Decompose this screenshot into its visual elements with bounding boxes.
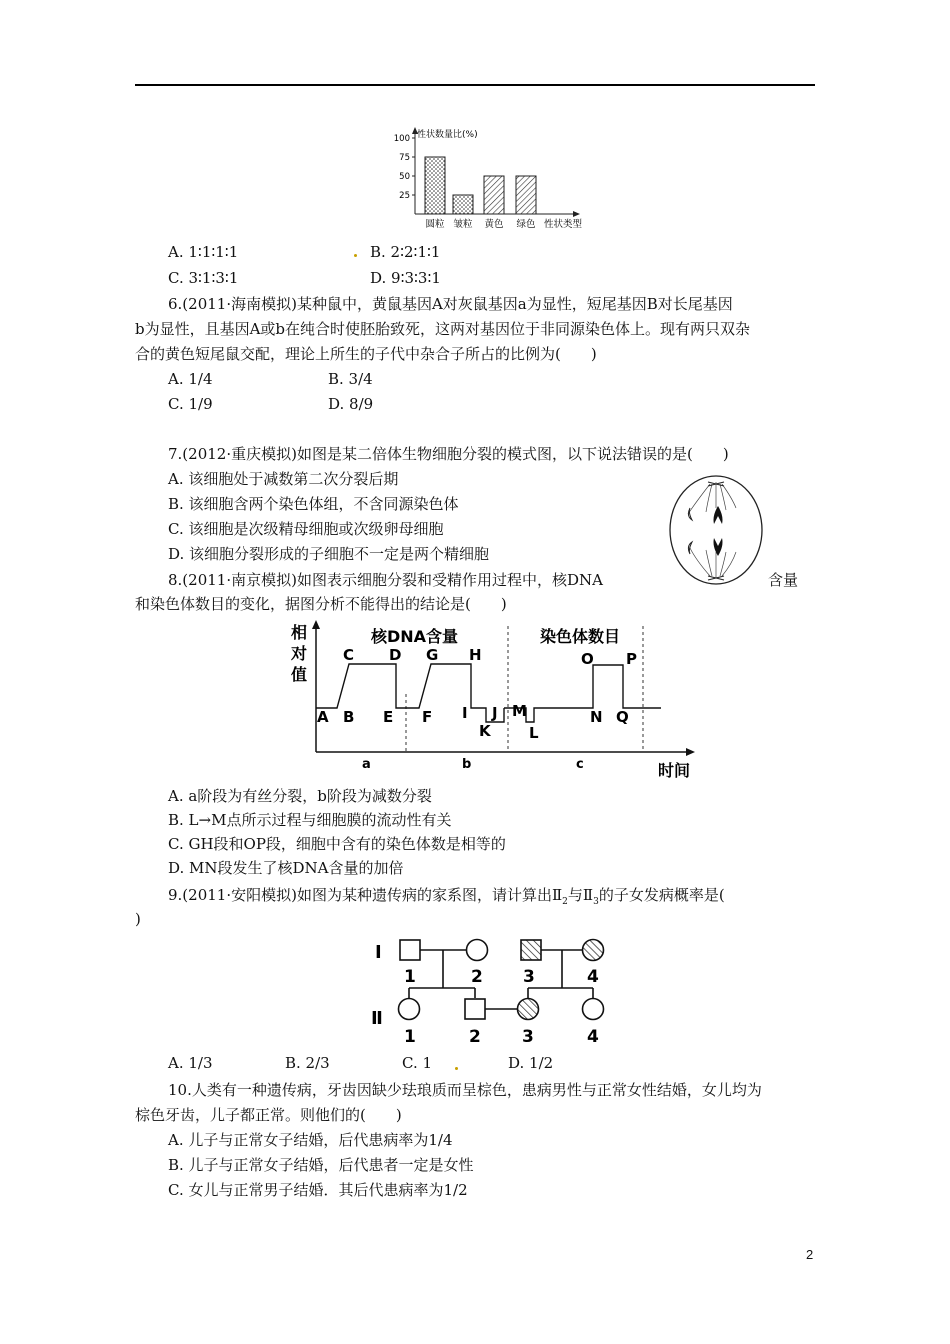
point-label-B: B: [343, 708, 355, 726]
header-rule: [135, 84, 815, 86]
point-label-L: L: [529, 724, 539, 742]
category-label: 圆粒: [425, 219, 445, 230]
point-label-J: J: [492, 704, 498, 722]
svg-text:对: 对: [291, 644, 308, 663]
q10-stem-line-2: 棕色牙齿，儿子都正常。则他们的( ): [135, 1106, 402, 1124]
generation-label-2: Ⅱ: [371, 1008, 383, 1029]
x-axis-label: 时间: [658, 761, 691, 780]
ii3-female-affected: [518, 999, 539, 1020]
upper-chromosomes: [688, 506, 722, 524]
q5-option-c[interactable]: C. 3∶1∶3∶1: [168, 269, 239, 287]
q10-stem-line-1: 10.人类有一种遗传病，牙齿因缺少珐琅质而呈棕色，患病男性与正常女性结婚，女儿均为: [168, 1081, 762, 1099]
lower-chromosomes: [688, 538, 722, 556]
q8-option-b[interactable]: B. L→M点所示过程与细胞膜的流动性有关: [168, 811, 452, 829]
point-label-O: O: [581, 650, 594, 668]
q8-stem-line-1-tail: 含量: [768, 571, 799, 589]
y-tick-label: 100: [393, 134, 410, 144]
point-label-E: E: [383, 708, 394, 726]
i4-female-affected: [583, 940, 604, 961]
i2-female-normal: [467, 940, 488, 961]
ii1-female-normal: [399, 999, 420, 1020]
q8-stem-line-1: 8.(2011·南京模拟)如图表示细胞分裂和受精作用过程中，核DNA: [168, 571, 603, 589]
q9-option-c[interactable]: C. 1: [402, 1054, 433, 1072]
q7-option-a[interactable]: A. 该细胞处于减数第二次分裂后期: [168, 470, 399, 488]
q5-option-b[interactable]: B. 2∶2∶1∶1: [370, 243, 441, 261]
q10-option-b[interactable]: B. 儿子与正常女子结婚，后代患者一定是女性: [168, 1156, 474, 1174]
q10-option-a[interactable]: A. 儿子与正常女子结婚，后代患病率为1/4: [168, 1131, 453, 1149]
y-axis-label: 性状数量比(%): [417, 130, 478, 140]
bar-绿色: [516, 176, 536, 214]
q7-option-b[interactable]: B. 该细胞含两个染色体组，不含同源染色体: [168, 495, 459, 513]
stage-label-b: b: [462, 757, 472, 772]
bar-黄色: [484, 176, 504, 214]
stray-dot: [455, 1067, 458, 1070]
category-label: 皱粒: [453, 219, 473, 230]
point-label-D: D: [389, 646, 402, 664]
q9-stem-line-2: ): [135, 910, 141, 928]
q7-stem: 7.(2012·重庆模拟)如图是某二倍体生物细胞分裂的模式图，以下说法错误的是( ): [168, 445, 729, 463]
point-label-C: C: [343, 646, 355, 664]
y-axis-arrow: [312, 620, 320, 629]
y-tick-label: 75: [399, 153, 410, 163]
point-label-N: N: [590, 708, 603, 726]
ii2-male-normal: [465, 999, 485, 1019]
chromosome-number-curve: [504, 665, 661, 722]
point-label-G: G: [426, 646, 439, 664]
q6-option-b[interactable]: B. 3/4: [328, 370, 373, 388]
ii4-label: 4: [587, 1027, 599, 1047]
x-axis-label: 性状类型: [544, 219, 583, 230]
section-label-dna: 核DNA含量: [371, 627, 459, 646]
x-axis-arrow: [686, 748, 695, 756]
i3-male-affected: [521, 940, 541, 960]
stage-label-c: c: [576, 757, 584, 772]
q6-option-c[interactable]: C. 1/9: [168, 395, 213, 413]
trait-ratio-bar-chart: [365, 126, 595, 234]
spindle-fibers: [688, 482, 736, 578]
q6-option-d[interactable]: D. 8/9: [328, 395, 374, 413]
y-tick-label: 25: [399, 191, 410, 201]
stray-dot: [354, 254, 357, 257]
q5-option-a[interactable]: A. 1∶1∶1∶1: [168, 243, 239, 261]
q6-option-a[interactable]: A. 1/4: [168, 370, 213, 388]
i3-label: 3: [523, 967, 535, 987]
point-label-H: H: [469, 646, 482, 664]
category-label: 绿色: [516, 219, 536, 230]
category-label: 黄色: [484, 219, 504, 230]
q6-stem-line-3: 合的黄色短尾鼠交配，理论上所生的子代中杂合子所占的比例为( ): [135, 345, 597, 363]
q5-option-d[interactable]: D. 9∶3∶3∶1: [370, 269, 441, 287]
point-label-M: M: [512, 702, 527, 720]
q8-option-d[interactable]: D. MN段发生了核DNA含量的加倍: [168, 859, 404, 877]
ii2-label: 2: [469, 1027, 481, 1047]
i2-label: 2: [471, 967, 483, 987]
point-label-F: F: [422, 708, 433, 726]
point-label-K: K: [479, 722, 491, 740]
y-axis-label: [290, 623, 307, 684]
q7-option-d[interactable]: D. 该细胞分裂形成的子细胞不一定是两个精细胞: [168, 545, 490, 563]
stage-label-a: a: [362, 757, 371, 772]
pedigree-chart: [365, 928, 625, 1050]
dna-chromosome-graph: [285, 616, 705, 784]
q6-stem-line-2: b为显性，且基因A或b在纯合时使胚胎致死，这两对基因位于非同源染色体上。现有两只双杂: [135, 320, 751, 338]
svg-text:值: 值: [291, 665, 308, 684]
y-tick-label: 50: [399, 172, 410, 182]
q9-option-d[interactable]: D. 1/2: [508, 1054, 554, 1072]
q9-option-b[interactable]: B. 2/3: [285, 1054, 330, 1072]
point-label-Q: Q: [616, 708, 629, 726]
ii1-label: 1: [404, 1027, 416, 1047]
q10-option-c[interactable]: C. 女儿与正常男子结婚．其后代患病率为1/2: [168, 1181, 468, 1199]
point-label-P: P: [626, 650, 637, 668]
i4-label: 4: [587, 967, 599, 987]
i1-label: 1: [404, 967, 416, 987]
point-label-A: A: [317, 708, 329, 726]
q9-option-a[interactable]: A. 1/3: [168, 1054, 213, 1072]
x-axis-arrow: [573, 211, 580, 217]
ii4-female-normal: [583, 999, 604, 1020]
page-number: 2: [806, 1247, 814, 1262]
q8-stem-line-2: 和染色体数目的变化，据图分析不能得出的结论是( ): [135, 595, 507, 613]
bar-圆粒: [425, 157, 445, 214]
q8-option-a[interactable]: A. a阶段为有丝分裂，b阶段为减数分裂: [168, 787, 432, 805]
q7-option-c[interactable]: C. 该细胞是次级精母细胞或次级卵母细胞: [168, 520, 444, 538]
q6-stem-line-1: 6.(2011·海南模拟)某种鼠中，黄鼠基因A对灰鼠基因a为显性，短尾基因B对长尾基因: [168, 295, 733, 313]
svg-text:相: 相: [291, 623, 308, 642]
generation-label-1: Ⅰ: [375, 942, 382, 963]
bar-皱粒: [453, 195, 473, 214]
cell-division-diagram: [666, 472, 766, 588]
ii3-label: 3: [522, 1027, 534, 1047]
section-label-chromosome: 染色体数目: [540, 627, 621, 646]
i1-male-normal: [400, 940, 420, 960]
q9-stem-line-1: 9.(2011·安阳模拟)如图为某种遗传病的家系图，请计算出$Ⅱ_2$与$Ⅱ_3$的子女发病概率是(: [168, 886, 725, 907]
q8-option-c[interactable]: C. GH段和OP段，细胞中含有的染色体数是相等的: [168, 835, 506, 853]
point-label-I: I: [462, 704, 468, 722]
